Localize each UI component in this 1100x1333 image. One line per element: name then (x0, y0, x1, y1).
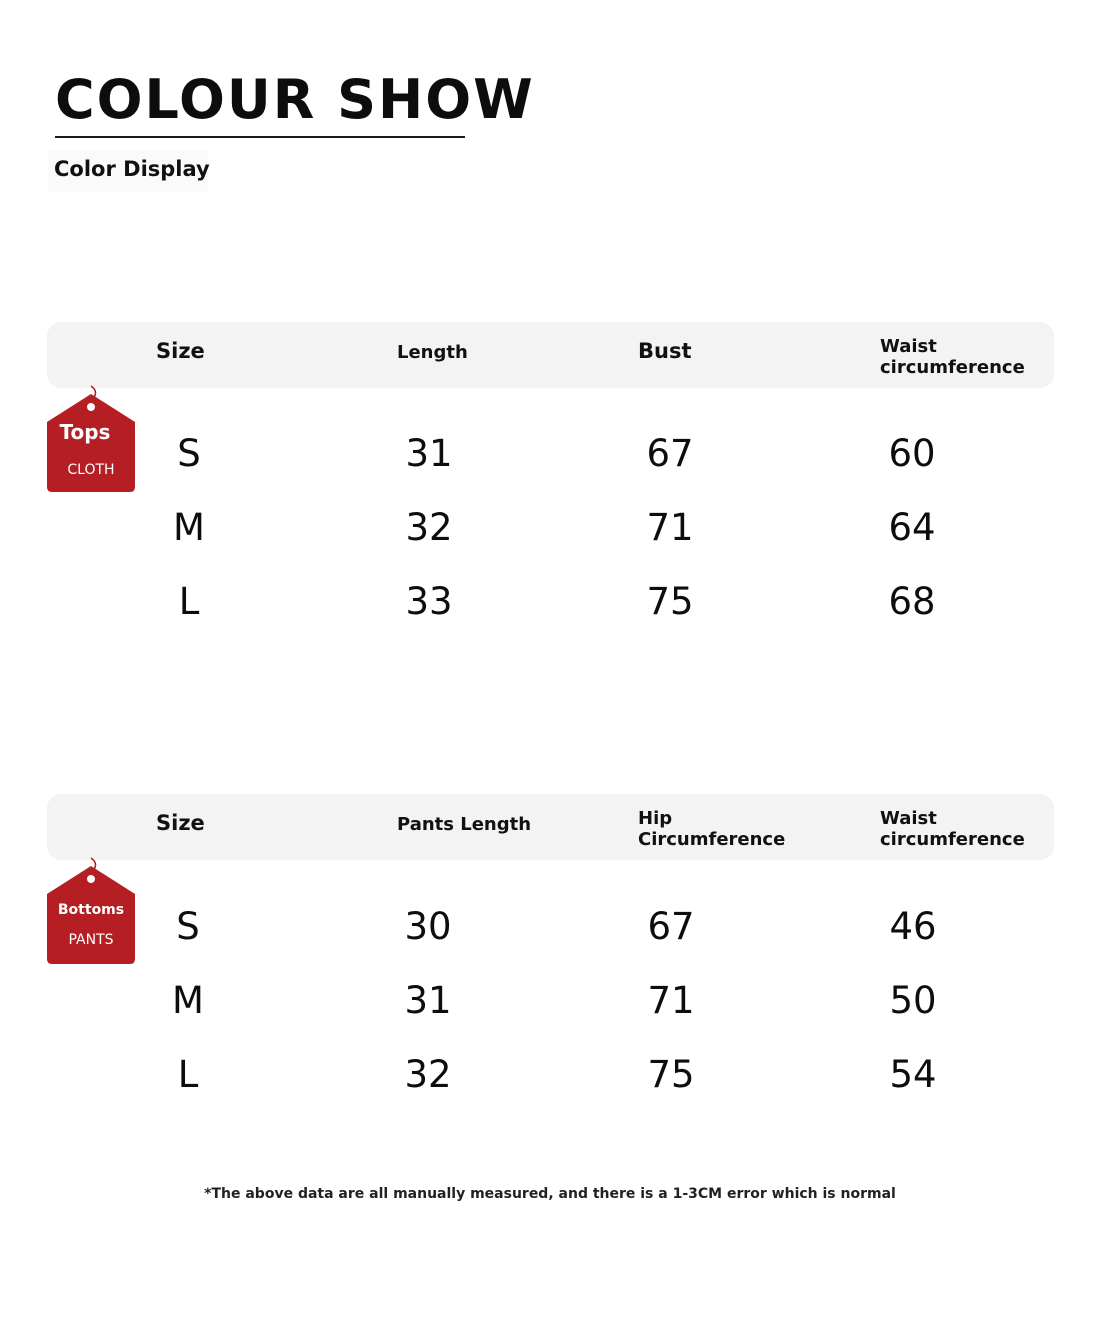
table-header (47, 794, 1054, 860)
column-header-hip: Hip Circumference (638, 808, 786, 850)
size-cell: S (177, 432, 201, 475)
length-cell: 32 (405, 506, 453, 549)
pants-length-cell: 32 (404, 1053, 452, 1096)
measurement-footnote: *The above data are all manually measured, and there is a 1-3CM error which is normal (204, 1186, 896, 1202)
column-header-waist: Waist circumference (880, 808, 1025, 850)
waist-cell: 68 (888, 580, 936, 623)
size-cell: L (178, 580, 200, 623)
page-subtitle: Color Display (54, 157, 210, 181)
length-cell: 31 (405, 432, 453, 475)
waist-cell: 46 (889, 905, 937, 948)
tops-size-table (0, 322, 1100, 642)
column-header-waist: Waist circumference (880, 336, 1025, 378)
column-header-bust: Bust (638, 339, 692, 363)
tag-subtitle: PANTS (68, 932, 114, 948)
table-header (47, 322, 1054, 388)
size-cell: S (176, 905, 200, 948)
size-cell: M (173, 506, 205, 549)
hip-cell: 67 (647, 905, 695, 948)
waist-cell: 54 (889, 1053, 937, 1096)
length-cell: 33 (405, 580, 453, 623)
tag-title: Bottoms (57, 902, 125, 918)
size-cell: M (172, 979, 204, 1022)
size-cell: L (177, 1053, 199, 1096)
tops-cloth-tag (47, 382, 135, 486)
column-header-size: Size (156, 811, 205, 835)
bust-cell: 71 (646, 506, 694, 549)
tag-subtitle: CLOTH (67, 462, 115, 478)
hip-cell: 71 (647, 979, 695, 1022)
title-underline (55, 136, 465, 138)
bust-cell: 67 (646, 432, 694, 475)
waist-cell: 64 (888, 506, 936, 549)
column-header-length: Length (397, 342, 468, 363)
column-header-pants-length: Pants Length (397, 814, 532, 835)
waist-cell: 60 (888, 432, 936, 475)
bottoms-pants-tag (47, 854, 135, 958)
bottoms-size-table (0, 794, 1100, 1114)
column-header-size: Size (156, 339, 205, 363)
hip-cell: 75 (647, 1053, 695, 1096)
waist-cell: 50 (889, 979, 937, 1022)
pants-length-cell: 31 (404, 979, 452, 1022)
bust-cell: 75 (646, 580, 694, 623)
tag-title: Tops (59, 420, 111, 444)
pants-length-cell: 30 (404, 905, 452, 948)
page-title: COLOUR SHOW (55, 68, 535, 131)
